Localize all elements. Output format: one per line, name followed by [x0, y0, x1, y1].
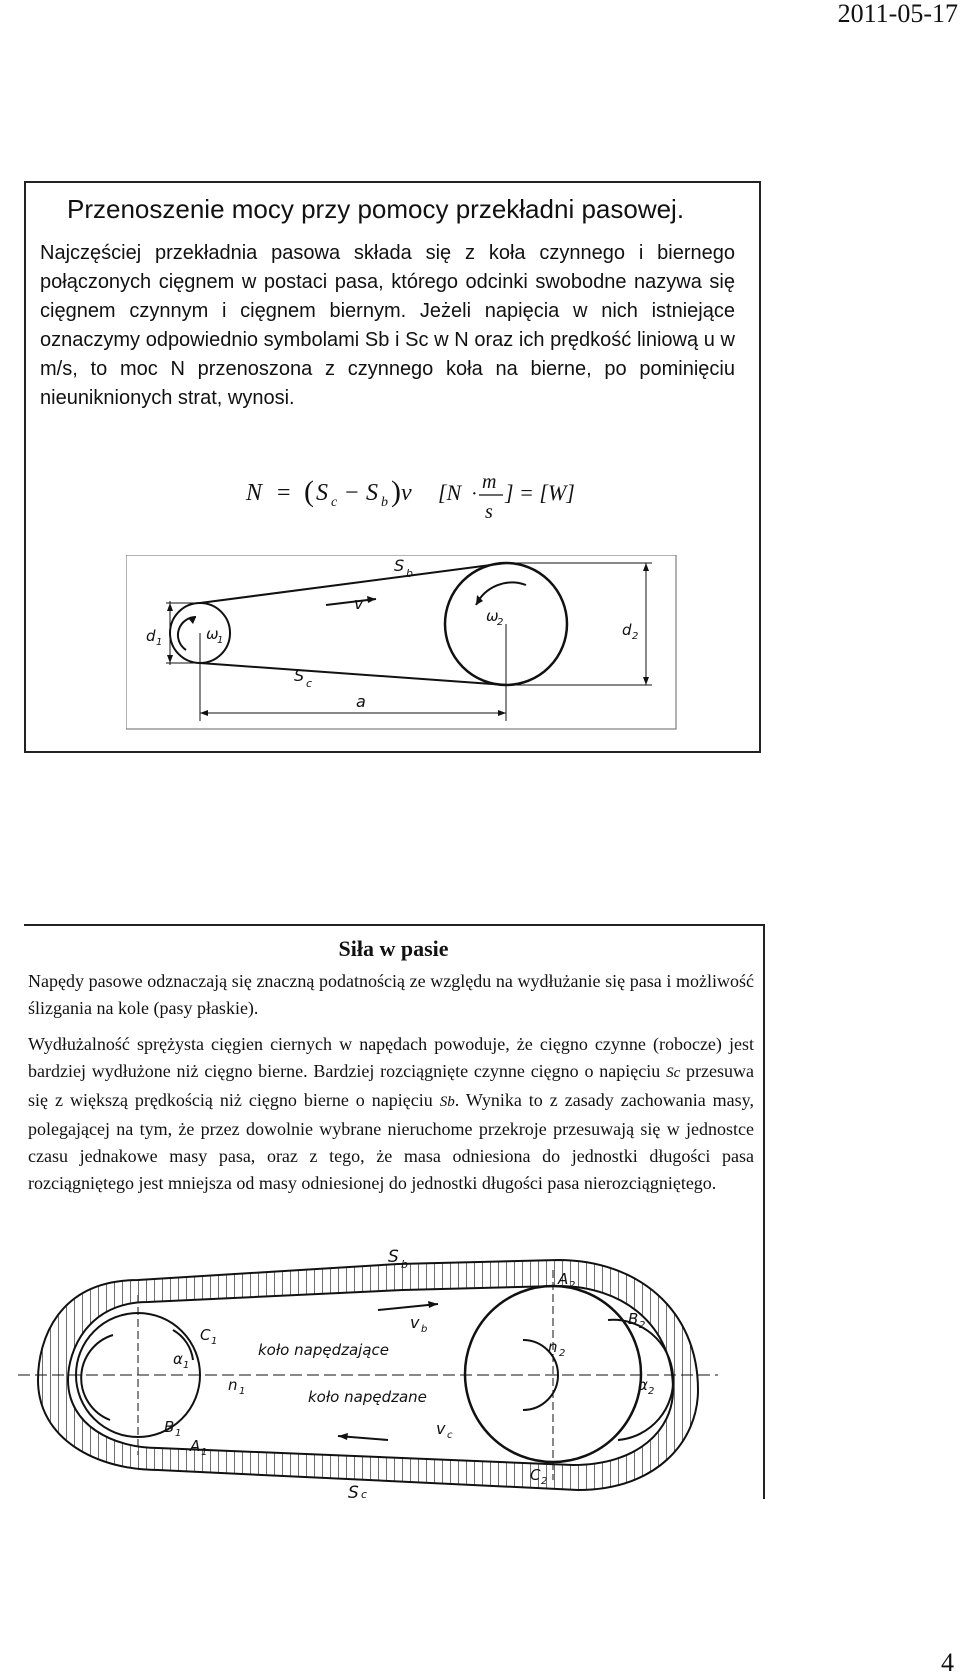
formula-unit-rest: ] = [W] — [505, 480, 575, 505]
formula-sb: S — [366, 480, 378, 506]
fig2-label-n2-sub: 2 — [559, 1348, 566, 1359]
slide-1-frame — [24, 181, 761, 753]
fig2-label-alpha2: α — [638, 1376, 648, 1394]
slide-2-paragraph-2 — [28, 1031, 754, 1197]
fig2-label-b2-sub: 2 — [639, 1320, 646, 1331]
fig2-label-n2: n — [548, 1338, 558, 1356]
fig2-label-b1-sub: 1 — [175, 1428, 182, 1439]
label-v: v — [354, 594, 364, 613]
label-d2: d — [622, 621, 632, 639]
label-omega1-sub: 1 — [217, 635, 224, 646]
page-number: 4 — [941, 1648, 954, 1677]
fig2-label-c2: C — [530, 1466, 541, 1484]
formula-unit-den: s — [485, 501, 493, 523]
label-sc-sub: c — [306, 677, 313, 690]
fig2-label-sb: S — [388, 1247, 399, 1267]
dim-arrowheads — [167, 563, 649, 716]
p2-sb: Sb — [439, 1094, 455, 1110]
fig2-label-sc: S — [348, 1483, 359, 1500]
fig2-label-a2: A — [558, 1270, 569, 1288]
fig2-label-a1-sub: 1 — [201, 1447, 208, 1458]
formula-sc: S — [316, 480, 328, 506]
fig2-label-vb: v — [410, 1313, 420, 1332]
fig2-label-n1: n — [228, 1376, 238, 1394]
fig2-label-driving: koło napędzające — [258, 1341, 389, 1359]
slide-2-title: Siła w pasie — [338, 936, 449, 961]
formula-unit-num: m — [482, 471, 497, 493]
label-sb: S — [394, 556, 405, 575]
fig2-label-b1: B — [164, 1418, 175, 1436]
fig2-label-a1: A — [190, 1437, 201, 1455]
label-omega2: ω — [486, 607, 499, 625]
fig2-label-driven: koło napędzane — [308, 1388, 427, 1406]
label-a: a — [356, 692, 366, 711]
fig2-label-alpha1: α — [173, 1350, 183, 1368]
formula-paren-close: ) — [391, 475, 401, 508]
p2-sc: Sc — [666, 1065, 681, 1081]
power-formula — [220, 466, 620, 526]
label-d2-sub: 2 — [632, 631, 639, 642]
fig2-label-c2-sub: 2 — [541, 1476, 548, 1487]
velocity-arrowhead — [367, 596, 376, 603]
formula-lhs: N — [246, 480, 263, 506]
formula-sc-sub: c — [331, 495, 338, 510]
p2-text-2: przesuwa się z większą prędkością niż cięgno bierne o napięciu — [28, 1061, 755, 1110]
formula-unit-dot: · — [471, 483, 478, 505]
formula-sb-sub: b — [381, 495, 388, 510]
formula-paren-open: ( — [304, 475, 314, 508]
belt-lower-strand — [200, 663, 506, 685]
fig2-label-n1-sub: 1 — [239, 1386, 246, 1397]
power-formula-svg — [220, 466, 620, 526]
p2-text-1: Wydłużalność sprężysta cięgien ciernych w napędach powoduje, że cięgno czynne (robocze) jest bardziej wydłużone niż cięgno bierne. Bardziej rozciągnięte czynne cięgno o napięciu — [28, 1034, 754, 1081]
fig2-label-vb-sub: b — [421, 1324, 428, 1335]
fig2-label-alpha1-sub: 1 — [183, 1360, 190, 1371]
slide-1-title: Przenoszenie mocy przy pomocy przekładni pasowej. — [67, 194, 685, 224]
belt-force-figure — [18, 1240, 718, 1500]
label-omega2-sub: 2 — [497, 617, 504, 628]
fig2-label-c1: C — [200, 1326, 211, 1344]
fig2-label-sc-sub: c — [361, 1488, 368, 1500]
formula-minus: − — [345, 480, 359, 506]
formula-equals: = — [277, 480, 291, 506]
label-sb-sub: b — [406, 567, 413, 580]
slide-2-paragraph-1: Napędy pasowe odznaczają się znaczną podatnością ze względu na wydłużanie się pasa i możliwość ślizgania na kole (pasy płaskie). — [28, 971, 754, 1018]
omega1-arrowhead — [188, 617, 196, 624]
label-sc: S — [294, 666, 305, 685]
fig2-label-vc: v — [436, 1419, 446, 1438]
omega2-arc — [476, 582, 526, 605]
label-d1-sub: 1 — [156, 637, 163, 648]
label-d1: d — [146, 627, 156, 645]
fig2-label-alpha2-sub: 2 — [648, 1386, 655, 1397]
formula-unit-open: [N — [438, 480, 462, 505]
fig2-label-sb-sub: b — [401, 1258, 408, 1271]
header-date: 2011-05-17 — [837, 0, 958, 28]
formula-v: v — [401, 480, 412, 506]
belt-drive-figure — [126, 555, 678, 731]
fig2-label-b2: B — [628, 1310, 639, 1328]
fig2-label-c1-sub: 1 — [211, 1336, 218, 1347]
label-omega1: ω — [206, 625, 219, 643]
fig2-label-a2-sub: 2 — [569, 1280, 576, 1291]
p2-text-3: . Wynika to z zasady zachowania masy, polegającej na tym, że przez dowolnie wybrane nieruchome przekroje przesuwają się w jednostce czasu jednakowe masy pasa, oraz z tego, że masa odniesiona do jednostki długości pasa rozciągniętego jest mniejsza od masy odniesionej do jednostki długości pasa nierozciągniętego. — [28, 1090, 754, 1193]
fig2-label-vc-sub: c — [447, 1430, 453, 1441]
slide-1-paragraph: Najczęściej przekładnia pasowa składa się z koła czynnego i biernego połączonych cięgnem w postaci pasa, którego odcinki swobodne nazywa się cięgnem czynnym i cięgnem biernym. Jeżeli napięcia w nich istniejące oznaczymy odpowiednio symbolami Sb i Sc w N oraz ich prędkość liniową u w m/s, to moc N przenoszona z czynnego koła na bierne, po pominięciu nieuniknionych strat, wynosi. — [40, 242, 735, 409]
